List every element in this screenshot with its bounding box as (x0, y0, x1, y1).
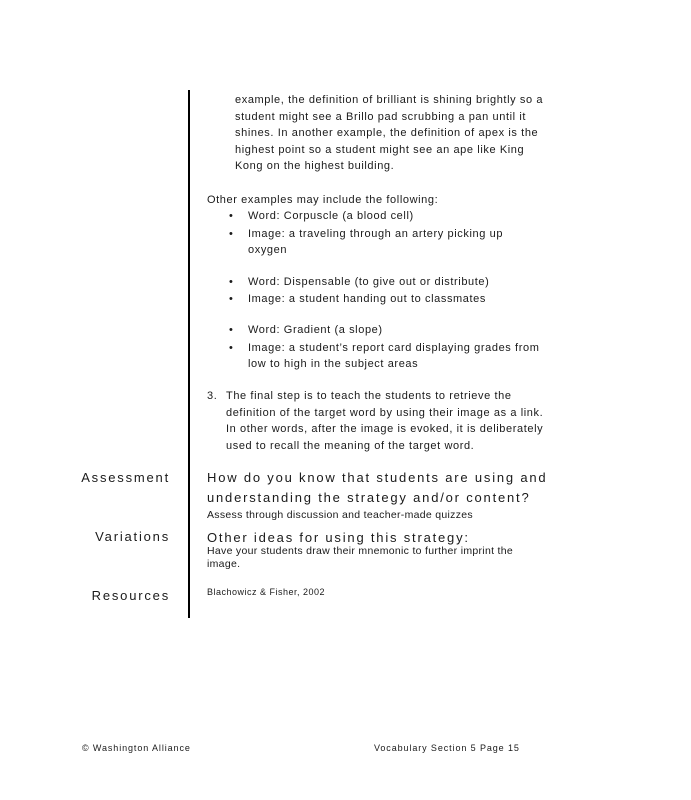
other-examples-label: Other examples may include the following: (207, 194, 439, 206)
variations-question: Other ideas for using this strategy: (207, 530, 470, 545)
margin-rule (188, 90, 190, 618)
bullet-icon: • (229, 210, 233, 222)
intro-line: Kong on the highest building. (235, 160, 395, 172)
resources-label: Resources (91, 588, 170, 603)
step3-line: definition of the target word by using their image as a link. (226, 406, 544, 419)
variations-answer (207, 545, 513, 571)
assessment-question-line: How do you know that students are using and (207, 470, 548, 485)
intro-line: shines. In another example, the definition of apex is the (235, 127, 539, 139)
step3-line: The final step is to teach the students to retrieve the (226, 390, 512, 402)
assessment-question-line: understanding the strategy and/or content? (207, 490, 531, 505)
bullet-icon: • (229, 276, 233, 288)
footer-page-number: Vocabulary Section 5 Page 15 (374, 743, 520, 753)
variations-answer-line: image. (207, 558, 241, 570)
intro-line: highest point so a student might see an ape like King (235, 143, 525, 156)
assessment-label: Assessment (81, 470, 170, 485)
intro-paragraph (235, 92, 543, 175)
example-image: Image: a student’s report card displaying grades from (248, 342, 540, 354)
bullet-icon: • (229, 342, 233, 354)
resources-citation: Blachowicz & Fisher, 2002 (207, 587, 326, 597)
step3-line: In other words, after the image is evoked, it is deliberately (226, 423, 544, 435)
footer-copyright: © Washington Alliance (82, 743, 191, 753)
variations-label: Variations (95, 529, 170, 544)
step3-paragraph (226, 388, 543, 454)
variations-answer-line: Have your students draw their mnemonic to further imprint the (207, 545, 514, 557)
example-word: Word: Gradient (a slope) (248, 324, 383, 336)
bullet-icon: • (229, 324, 233, 336)
bullet-icon: • (229, 228, 233, 240)
intro-line: student might see a Brillo pad scrubbing a pan until it (235, 110, 527, 123)
assessment-question (207, 468, 547, 508)
step-number: 3. (207, 390, 218, 402)
example-word: Word: Dispensable (to give out or distribute) (248, 276, 490, 288)
example-image: Image: a student handing out to classmates (248, 293, 486, 305)
example-image: Image: a traveling through an artery picking up (248, 228, 504, 240)
assessment-answer: Assess through discussion and teacher-made quizzes (207, 509, 473, 521)
step3-line: used to recall the meaning of the target word. (226, 439, 475, 452)
example-image-cont: oxygen (248, 244, 288, 256)
example-word: Word: Corpuscle (a blood cell) (248, 210, 414, 222)
example-image-cont: low to high in the subject areas (248, 358, 419, 370)
intro-line: example, the definition of brilliant is shining brightly so a (235, 94, 544, 106)
bullet-icon: • (229, 293, 233, 305)
